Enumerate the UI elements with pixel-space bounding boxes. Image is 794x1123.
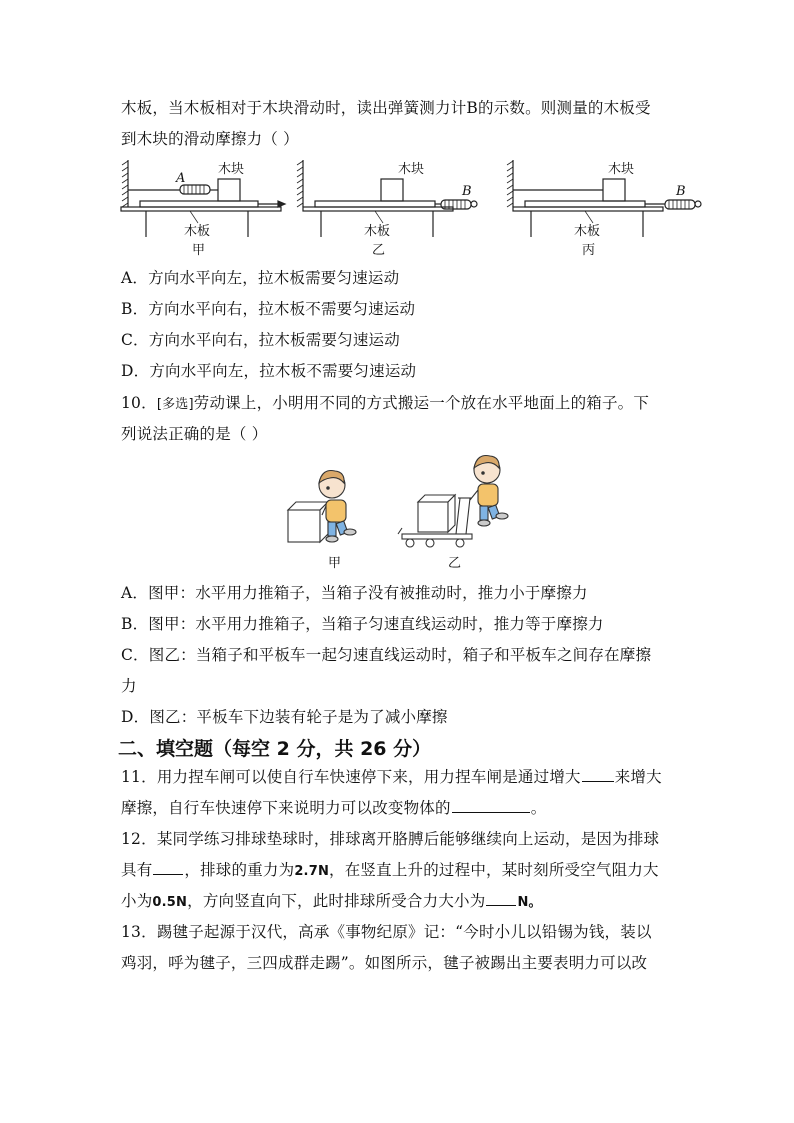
- box-yi: [418, 495, 455, 532]
- q12-gravity-value: 2.7N: [294, 864, 330, 879]
- panel-bing-caption: 丙: [582, 243, 596, 258]
- panel-yi-block-label: 木块: [398, 162, 425, 177]
- section-title-fill-blank: 二、填空题（每空 2 分，共 26 分）: [118, 738, 432, 760]
- panel-yi-board-label: 木板: [364, 224, 391, 239]
- q9-option-a: A．方向水平向左，拉木板需要匀速运动: [121, 269, 400, 287]
- q11-line1-text: 11．用力捏车闸可以使自行车快速停下来，用力捏车闸是通过增大: [121, 768, 581, 786]
- q12-line2-tail: ，在竖直上升的过程中，某时刻所受空气阻力大: [329, 861, 659, 879]
- q10-option-a: A．图甲：水平用力推箱子，当箱子没有被推动时，推力小于摩擦力: [121, 584, 588, 602]
- q12-line2-mid: ，排球的重力为: [184, 861, 295, 879]
- q10-multi-tag: [多选]: [156, 397, 194, 412]
- q11-line1: [121, 765, 662, 787]
- box-jia: [288, 502, 328, 542]
- q10-option-c: C．图乙：当箱子和平板车一起匀速直线运动时，箱子和平板车之间存在摩擦: [121, 646, 652, 664]
- panel-jia-spring-label: A: [176, 171, 186, 186]
- q12-line1: 12．某同学练习排球垫球时，排球离开胳膊后能够继续向上运动，是因为排球: [121, 830, 660, 848]
- q9-option-d: D．方向水平向左，拉木板不需要匀速运动: [121, 362, 417, 380]
- q12-drag-value: 0.5N: [152, 895, 188, 910]
- fig-caption-jia: 甲: [328, 556, 342, 571]
- q12-line3-tail: N。: [517, 895, 542, 910]
- q13-line2: 鸡羽，呼为毽子，三四成群走踢”。如图所示，毽子被踢出主要表明力可以改: [121, 954, 648, 972]
- panel-bing-block-label: 木块: [608, 162, 635, 177]
- q9-option-b: B．方向水平向右，拉木板不需要匀速运动: [121, 300, 416, 318]
- q9-text-line2: 到木块的滑动摩擦力（ ）: [121, 130, 299, 148]
- q9-option-c: C．方向水平向右，拉木板需要匀速运动: [121, 331, 400, 349]
- q12-line2: [121, 858, 659, 880]
- panel-yi-spring-label: B: [462, 184, 472, 199]
- q9-text-line1: 木板，当木板相对于木块滑动时，读出弹簧测力计B的示数。则测量的木板受: [121, 99, 651, 117]
- q10-text-line2: 列说法正确的是（ ）: [121, 425, 268, 443]
- q12-line2-start: 具有: [121, 861, 153, 879]
- panel-bing-spring-label: B: [676, 184, 686, 199]
- q12-line3: [121, 889, 542, 911]
- q12-blank-1[interactable]: [153, 860, 183, 875]
- q10-text-line1: [121, 391, 649, 413]
- q13-line1: 13．踢毽子起源于汉代，高承《事物纪原》记：“今时小儿以铅锡为钱，装以: [121, 923, 652, 941]
- panel-jia-board-label: 木板: [184, 224, 211, 239]
- q10-text-line1-rest: 劳动课上，小明用不同的方式搬运一个放在水平地面上的箱子。下: [193, 394, 650, 412]
- q10-number: 10．: [121, 394, 157, 412]
- panel-yi-caption: 乙: [372, 243, 386, 258]
- q11-line2-text: 摩擦，自行车快速停下来说明力可以改变物体的: [121, 799, 451, 817]
- panel-bing-board-label: 木板: [574, 224, 601, 239]
- q10-option-c-cont: 力: [121, 677, 137, 695]
- q12-blank-2[interactable]: [486, 891, 516, 906]
- q11-line2: [121, 796, 546, 818]
- panel-bing: [507, 160, 701, 237]
- q11-line2-tail: 。: [530, 799, 547, 817]
- box-moving-figure: [280, 450, 520, 575]
- panel-jia-block-label: 木块: [218, 162, 245, 177]
- q12-line3-start: 小为: [121, 892, 153, 910]
- q12-line3-mid: ，方向竖直向下，此时排球所受合力大小为: [187, 892, 486, 910]
- panel-jia-caption: 甲: [192, 243, 206, 258]
- q11-blank-2[interactable]: [452, 798, 530, 813]
- q10-option-d: D．图乙：平板车下边装有轮子是为了减小摩擦: [121, 708, 448, 726]
- friction-experiment-figure: [118, 155, 718, 260]
- q11-line1-tail: 来增大: [614, 768, 662, 786]
- fig-caption-yi: 乙: [448, 556, 462, 571]
- q10-option-b: B．图甲：水平用力推箱子，当箱子匀速直线运动时，推力等于摩擦力: [121, 615, 604, 633]
- child-yi: [470, 456, 508, 527]
- q11-blank-1[interactable]: [582, 767, 614, 782]
